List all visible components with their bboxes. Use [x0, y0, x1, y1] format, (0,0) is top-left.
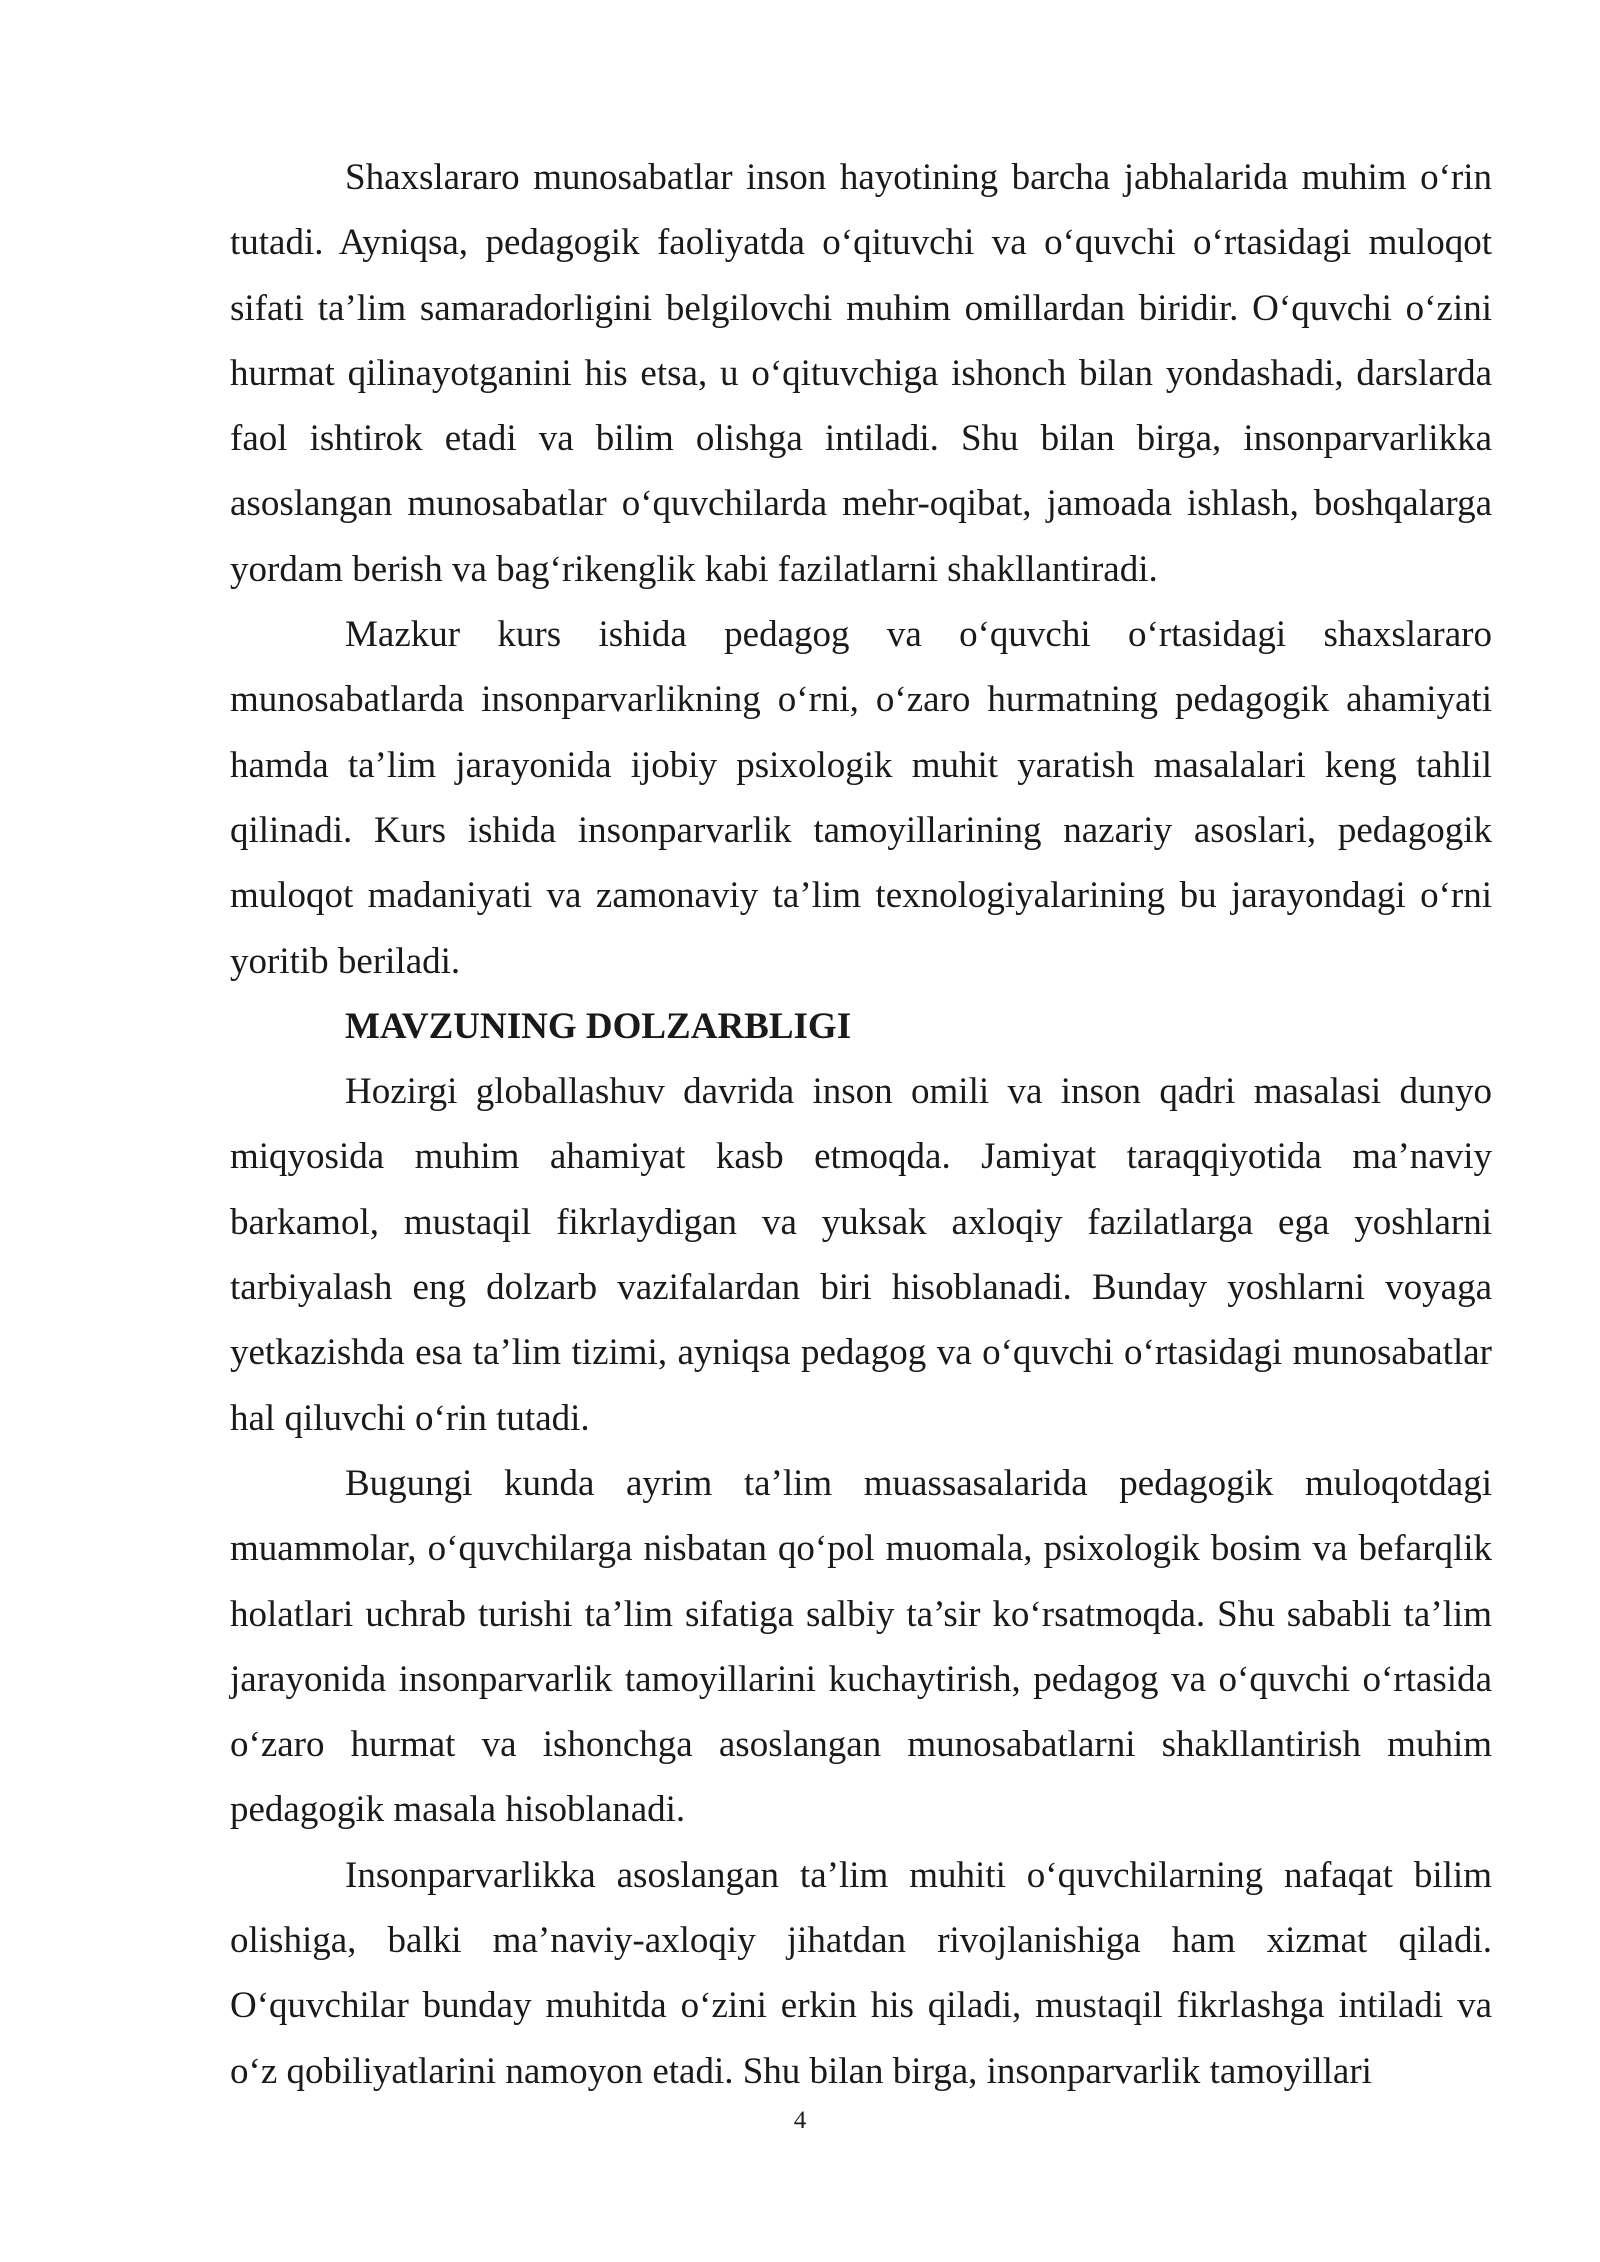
document-page — [230, 145, 1492, 2104]
section-paragraph-1: Hozirgi globallashuv davrida inson omili va inson qadri masalasi dunyo miqyosida muhim ahamiyat kasb etmoqda. Jamiyat taraqqiyotida ma’naviy barkamol, mustaqil fikrlaydigan va yuksak axloqiy fazilatlarga ega yoshlarni tarbiyalash eng dolzarb vazifalardan biri hisoblanadi. Bunday yoshlarni voyaga yetkazishda esa ta’lim tizimi, ayniqsa pedagog va o‘quvchi o‘rtasidagi munosabatlar hal qiluvchi o‘rin tutadi. — [230, 1071, 1492, 1439]
intro-paragraph-2: Mazkur kurs ishida pedagog va o‘quvchi o‘rtasidagi shaxslararo munosabatlarda insonparvarlikning o‘rni, o‘zaro hurmatning pedagogik ahamiyati hamda ta’lim jarayonida ijobiy psixologik muhit yaratish masalalari keng tahlil qilinadi. Kurs ishida insonparvarlik tamoyillarining nazariy asoslari, pedagogik muloqot madaniyati va zamonaviy ta’lim texnologiyalarining bu jarayondagi o‘rni yoritib beriladi. — [230, 614, 1492, 982]
page-number: 4 — [793, 2107, 807, 2134]
section-paragraph-3: Insonparvarlikka asoslangan ta’lim muhiti o‘quvchilarning nafaqat bilim olishiga, balki ma’naviy-axloqiy jihatdan rivojlanishiga ham xizmat qiladi. O‘quvchilar bunday muhitda o‘zini erkin his qiladi, mustaqil fikrlashga intiladi va o‘z qobiliyatlarini namoyon etadi. Shu bilan birga, insonparvarlik tamoyillari — [230, 1854, 1492, 2092]
section-paragraph-2: Bugungi kunda ayrim ta’lim muassasalarida pedagogik muloqotdagi muammolar, o‘quvchilarga nisbatan qo‘pol muomala, psixologik bosim va befarqlik holatlari uchrab turishi ta’lim sifatiga salbiy ta’sir ko‘rsatmoqda. Shu sababli ta’lim jarayonida insonparvarlik tamoyillarini kuchaytirish, pedagog va o‘quvchi o‘rtasida o‘zaro hurmat va ishonchga asoslangan munosabatlarni shakllantirish muhim pedagogik masala hisoblanadi. — [230, 1462, 1492, 1831]
intro-paragraph-1: Shaxslararo munosabatlar inson hayotining barcha jabhalarida muhim o‘rin tutadi. Ayniqsa, pedagogik faoliyatda o‘qituvchi va o‘quvchi o‘rtasidagi muloqot sifati ta’lim samaradorligini belgilovchi muhim omillardan biridir. O‘quvchi o‘zini hurmat qilinayotganini his etsa, u o‘qituvchiga ishonch bilan yondashadi, darslarda faol ishtirok etadi va bilim olishga intiladi. Shu bilan birga, insonparvarlikka asoslangan munosabatlar o‘quvchilarda mehr-oqibat, jamoada ishlash, boshqalarga yordam berish va bag‘rikenglik kabi fazilatlarni shakllantiradi. — [230, 157, 1492, 590]
section-heading: MAVZUNING DOLZARBLIGI — [345, 1005, 852, 1047]
